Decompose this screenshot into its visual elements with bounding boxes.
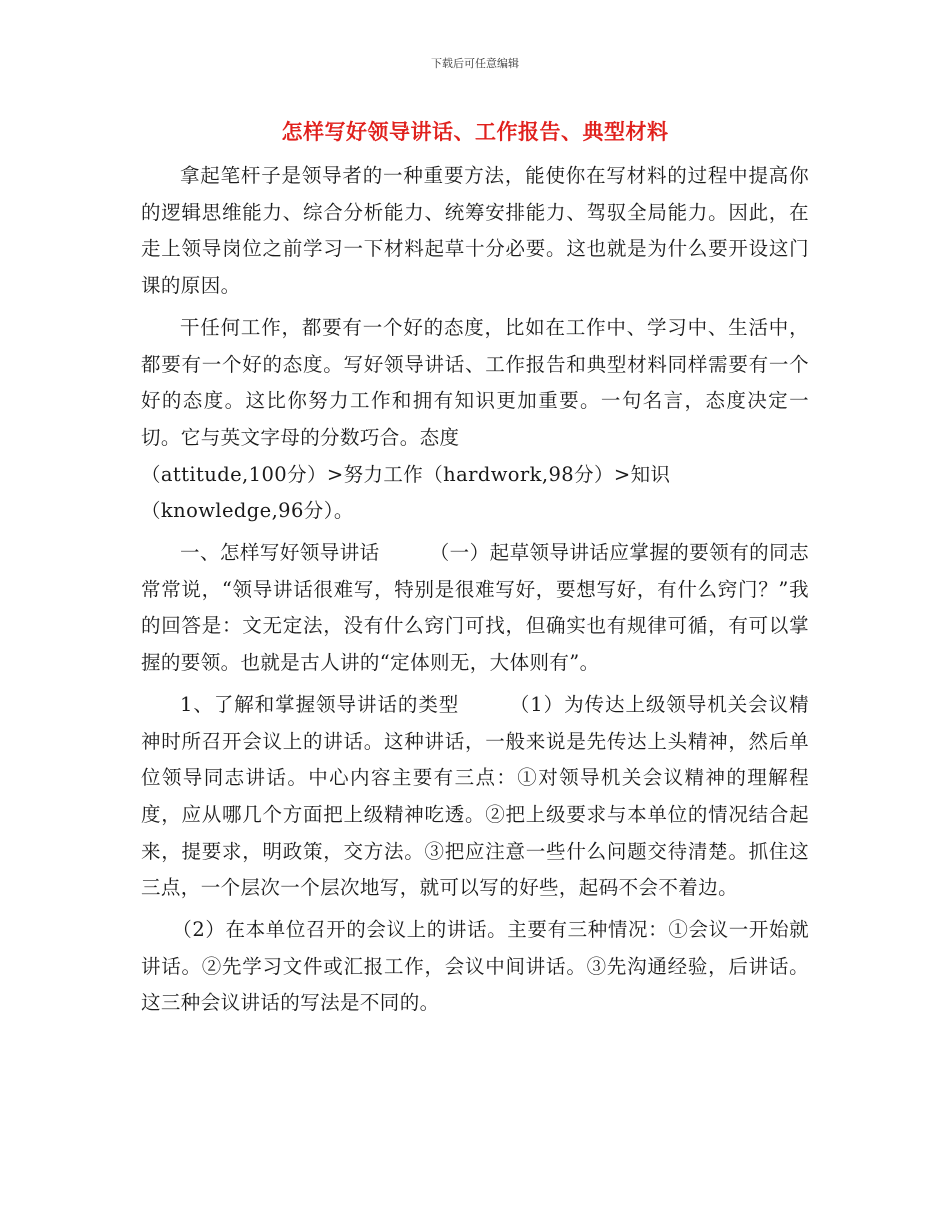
paragraph-type-2: （2）在本单位召开的会议上的讲话。主要有三种情况：①会议一开始就讲话。②先学习文件或汇报工作，会议中间讲话。③先沟通经验，后讲话。这三种会议讲话的写法是不同的。 bbox=[141, 918, 809, 1015]
subsection-heading-1: （一）起草领导讲话应掌握的要领 bbox=[429, 541, 730, 565]
paragraph-attitude-score-line-2: （knowledge,96分）。 bbox=[141, 499, 354, 523]
paragraph-answer: 有的同志常常说，“领导讲话很难写，特别是很难写好，要想写好，有什么窍门？”我的回答是：文无定法，没有什么窍门可找，但确实也有规律可循，有可以掌握的要领。也就是古人讲的“定体则无，大体则有”。 bbox=[141, 541, 809, 675]
document-body bbox=[141, 158, 809, 1025]
types-paragraph bbox=[141, 687, 809, 907]
page-header-note: 下载后可任意编辑 bbox=[431, 57, 519, 70]
paragraph-type-1: （1）为传达上级领导机关会议精神时所召开会议上的讲话。这种讲话，一般来说是先传达上头精神，然后单位领导同志讲话。中心内容主要有三点：①对领导机关会议精神的理解程度，应从哪几个方面把上级精神吃透。②把上级要求与本单位的情况结合起来，提要求，明政策，交方法。③把应注意一些什么问题交待清楚。抓住这三点，一个层次一个层次地写，就可以写的好些，起码不会不着边。 bbox=[141, 692, 809, 900]
paragraph-attitude: 干任何工作，都要有一个好的态度，比如在工作中、学习中、生活中，都要有一个好的态度。写好领导讲话、工作报告和典型材料同样需要有一个好的态度。这比你努力工作和拥有知识更加重要。一句名言，态度决定一切。它与英文字母的分数巧合。态度 bbox=[141, 315, 809, 449]
section-heading-2: 1、了解和掌握领导讲话的类型 bbox=[180, 692, 460, 716]
document-title: 怎样写好领导讲话、工作报告、典型材料 bbox=[281, 119, 669, 144]
paragraph-intro: 拿起笔杆子是领导者的一种重要方法，能使你在写材料的过程中提高你的逻辑思维能力、综合分析能力、统筹安排能力、驾驭全局能力。因此，在走上领导岗位之前学习一下材料起草十分必要。这也就是为什么要开设这门课的原因。 bbox=[141, 164, 809, 298]
paragraph-attitude-score-line: （attitude,100分）>努力工作（hardwork,98分）>知识 bbox=[141, 462, 671, 486]
section-heading-paragraph bbox=[141, 535, 809, 682]
section-heading-1: 一、怎样写好领导讲话 bbox=[180, 541, 380, 565]
